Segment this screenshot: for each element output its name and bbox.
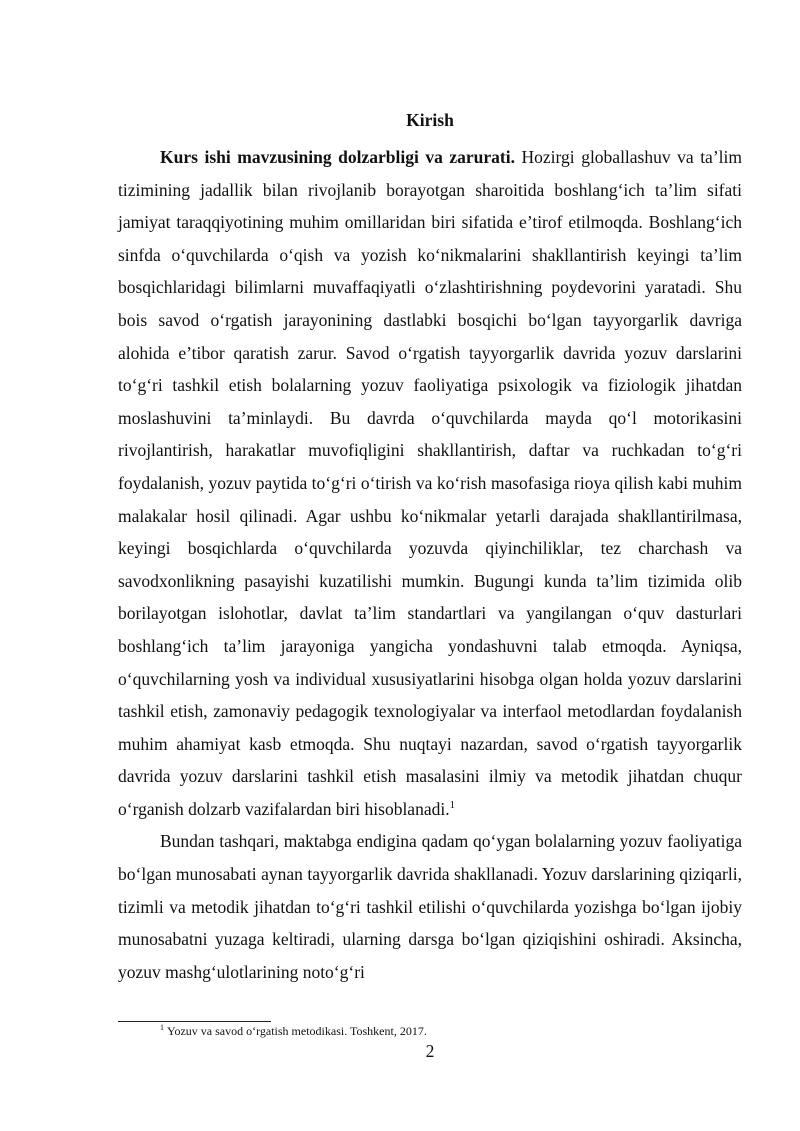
paragraph-relevance xyxy=(118,141,742,825)
footnote xyxy=(160,1023,427,1039)
body-text xyxy=(118,141,742,988)
paragraph-text: Bundan tashqari, maktabga endigina qadam qo‘ygan bolalarning yozuv faoliyatiga bo‘lgan munosabati aynan tayyorgarlik davrida shakllanadi. Yozuv darslarining qiziqarli, tizimli va metodik jihatdan to‘g‘ri tashkil etilishi o‘quvchilarda yozishga bo‘lgan ijobiy munosabatni yuzaga keltiradi, ularning darsga bo‘lgan qiziqishini oshiradi. Aksincha, yozuv mashg‘ulotlarining noto‘g‘ri xyxy=(118,831,742,982)
footnote-separator xyxy=(118,1021,271,1022)
paragraph-continuation xyxy=(118,825,742,988)
footnote-number: 1 xyxy=(160,1023,164,1032)
footnote-reference[interactable]: 1 xyxy=(449,799,456,812)
section-heading: Kirish xyxy=(406,110,454,130)
page-number: 2 xyxy=(425,1041,435,1061)
paragraph-text: Hozirgi globallashuv va ta’lim tizimining jadallik bilan rivojlanib borayotgan sharoitida boshlang‘ich ta’lim sifati jamiyat taraqqiyotining muhim omillaridan biri sifatida e’tirof etilmoqda. Boshlang‘ich sinfda o‘quvchilarda o‘qish va yozish ko‘nikmalarini shakllantirish keyingi ta’lim bosqichlaridagi bilimlarni muvaffaqiyatli o‘zlashtirishning poydevorini yaratadi. Shu bois savod o‘rgatish jarayonining dastlabki bosqichi bo‘lgan tayyorgarlik davriga alohida e’tibor qaratish zarur. Savod o‘rgatish tayyorgarlik davrida yozuv darslarini to‘g‘ri tashkil etish bolalarning yozuv faoliyatiga psixologik va fiziologik jihatdan moslashuvini ta’minlaydi. Bu davrda o‘quvchilarda mayda qo‘l motorikasini rivojlantirish, harakatlar muvofiqligini shakllantirish, daftar va ruchkadan to‘g‘ri foydalanish, yozuv paytida to‘g‘ri o‘tirish va ko‘rish masofasiga rioya qilish kabi muhim malakalar hosil qilinadi. Agar ushbu ko‘nikmalar yetarli darajada shakllantirilmasa, keyingi bosqichlarda o‘quvchilarda yozuvda qiyinchiliklar, tez charchash va savodxonlikning pasayishi kuzatilishi mumkin. Bugungi kunda ta’lim tizimida olib borilayotgan islohotlar, davlat ta’lim standartlari va yangilangan o‘quv dasturlari boshlang‘ich ta’lim jarayoniga yangicha yondashuvni talab etmoqda. Ayniqsa, o‘quvchilarning yosh va individual xususiyatlarini hisobga olgan holda yozuv darslarini tashkil etish, zamonaviy pedagogik texnologiyalar va interfaol metodlardan foydalanish muhim ahamiyat kasb etmoqda. Shu nuqtayi nazardan, savod o‘rgatish tayyorgarlik davrida yozuv darslarini tashkil etish masalasini ilmiy va metodik jihatdan chuqur o‘rganish dolzarb vazifalardan biri hisoblanadi. xyxy=(118,147,742,819)
paragraph-lead-phrase: Kurs ishi mavzusining dolzarbligi va zarurati. xyxy=(160,147,515,167)
footnote-text: Yozuv va savod o‘rgatish metodikasi. Toshkent, 2017. xyxy=(167,1024,427,1038)
